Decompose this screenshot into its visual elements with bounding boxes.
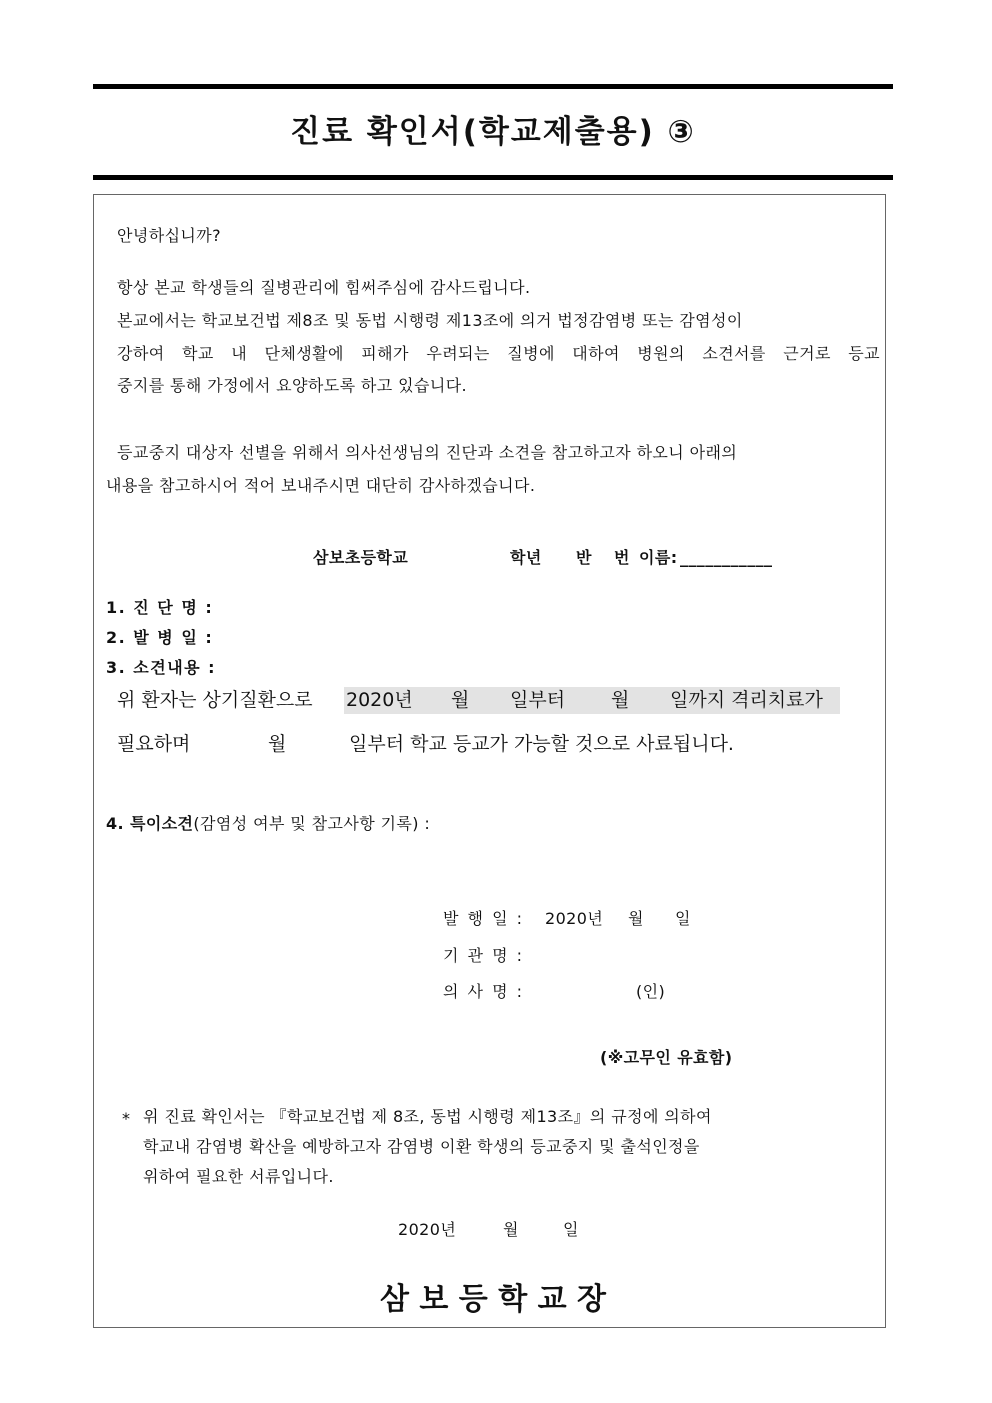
opinion-prefix: 위 환자는 상기질환으로 <box>117 689 313 711</box>
opinion-year: 2020년 <box>346 689 413 711</box>
footnote-line-2: 학교내 감염병 확산을 예방하고자 감염병 이환 학생의 등교중지 및 출석인정을 <box>143 1137 700 1156</box>
issue-date-label: 발 행 일 : <box>443 909 525 928</box>
principal-signature: 삼 보 등 학 교 장 <box>379 1282 607 1317</box>
seal-mark: (인) <box>636 982 666 1001</box>
greeting-text: 안녕하십니까? <box>117 226 222 245</box>
intro-line-4: 중지를 통해 가정에서 요양하도록 하고 있습니다. <box>117 376 468 395</box>
special-findings-label: 4. 특이소견 <box>106 814 194 833</box>
opinion-month-2: 월 <box>611 689 630 711</box>
number-label: 번 <box>614 548 630 567</box>
onset-date-label: 2. 발 병 일 : <box>106 628 214 647</box>
special-findings-line <box>106 812 430 836</box>
opinion-from-1: 일부터 <box>510 689 566 711</box>
footnote-line-3: 위하여 필요한 서류입니다. <box>143 1167 334 1186</box>
special-findings-detail: (감염성 여부 및 참고사항 기록) : <box>193 814 431 833</box>
footnote-asterisk: * <box>122 1109 131 1128</box>
request-line-1: 등교중지 대상자 선별을 위해서 의사선생님의 진단과 소견을 참고하고자 하오니 아래의 <box>117 443 738 462</box>
school-name: 삼보초등학교 <box>313 548 409 567</box>
footnote-line-1: 위 진료 확인서는 『학교보건법 제 8조, 동법 시행령 제13조』의 규정에 의하여 <box>143 1107 712 1126</box>
name-label: 이름: <box>639 548 678 567</box>
closing-year: 2020년 <box>398 1220 457 1239</box>
intro-line-1: 항상 본교 학생들의 질병관리에 힘써주심에 감사드립니다. <box>117 278 531 297</box>
issue-date-year: 2020년 <box>545 909 604 928</box>
opinion-line2-end: 일부터 학교 등교가 가능할 것으로 사료됩니다. <box>349 733 734 755</box>
closing-month: 월 <box>503 1220 519 1239</box>
intro-line-2: 본교에서는 학교보건법 제8조 및 동법 시행령 제13조에 의거 법정감염병 또는 감염성이 <box>117 311 743 330</box>
name-blank-line[interactable]: ___________ <box>680 548 773 567</box>
closing-day: 일 <box>563 1220 579 1239</box>
issue-date-day: 일 <box>675 909 691 928</box>
opinion-until: 일까지 격리치료가 <box>670 689 823 711</box>
top-rule <box>93 84 893 89</box>
title-underline-rule <box>93 175 893 180</box>
diagnosis-label: 1. 진 단 명 : <box>106 598 214 617</box>
page-title: 진료 확인서(학교제출용) ③ <box>290 114 696 150</box>
class-label: 반 <box>576 548 592 567</box>
request-line-2: 내용을 참고하시어 적어 보내주시면 대단히 감사하겠습니다. <box>106 476 536 495</box>
opinion-label: 3. 소견내용 : <box>106 658 217 677</box>
issue-date-month: 월 <box>628 909 644 928</box>
opinion-line2-start: 필요하며 <box>117 733 191 755</box>
opinion-month-1: 월 <box>451 689 470 711</box>
intro-line-3: 강하여 학교 내 단체생활에 피해가 우려되는 질병에 대하여 병원의 소견서를 근거로 등교 <box>117 344 880 363</box>
opinion-month-3: 월 <box>268 733 287 755</box>
validity-note: (※고무인 유효함) <box>600 1048 733 1067</box>
institution-label: 기 관 명 : <box>443 946 525 965</box>
doctor-label: 의 사 명 : <box>443 982 525 1001</box>
grade-label: 학년 <box>510 548 542 567</box>
